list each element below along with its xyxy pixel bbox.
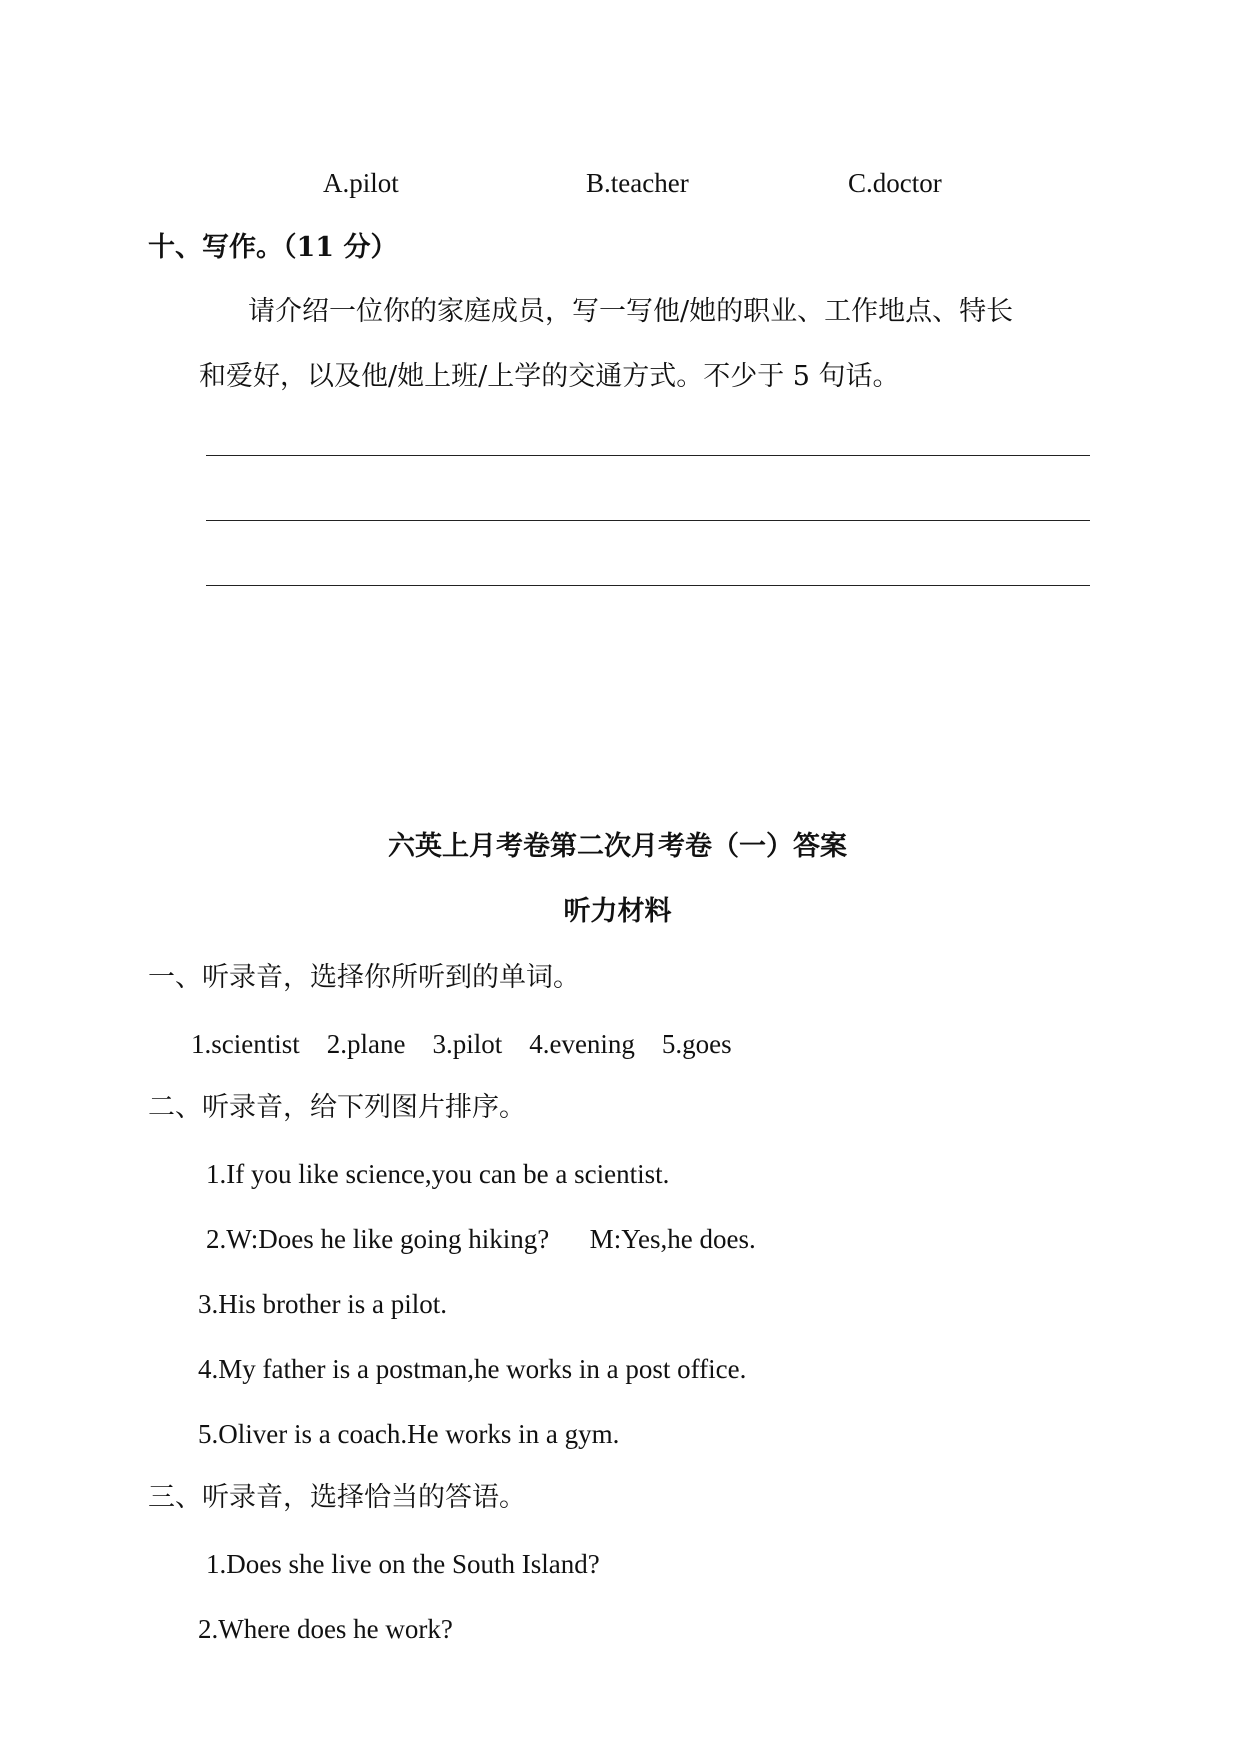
section2-heading: 二、听录音，给下列图片排序。 (148, 1092, 526, 1123)
section2-item-4: 4.My father is a postman,he works in a post office. (198, 1354, 747, 1384)
section3-item-2: 2.Where does he work? (198, 1614, 453, 1644)
section1-heading: 一、听录音，选择你所听到的单词。 (148, 962, 580, 993)
answer-subtitle: 听力材料 (563, 896, 672, 927)
writing-heading: 十、写作。（11 分） (148, 232, 398, 263)
writing-instruction-line1: 请介绍一位你的家庭成员，写一写他/她的职业、工作地点、特长 (248, 296, 1014, 327)
option-c: C.doctor (848, 168, 942, 198)
option-a: A.pilot (323, 168, 399, 198)
answer-title: 六英上月考卷第二次月考卷（一）答案 (388, 831, 847, 862)
answer-line-2[interactable] (206, 520, 1090, 521)
writing-instruction-line2: 和爱好，以及他/她上班/上学的交通方式。不少于 5 句话。 (199, 361, 900, 392)
section3-item-1: 1.Does she live on the South Island? (206, 1549, 600, 1579)
section2-item-5: 5.Oliver is a coach.He works in a gym. (198, 1419, 620, 1449)
section2-item-3: 3.His brother is a pilot. (198, 1289, 447, 1319)
section1-words: 1.scientist 2.plane 3.pilot 4.evening 5.goes (191, 1029, 732, 1059)
answer-line-1[interactable] (206, 455, 1090, 456)
answer-line-3[interactable] (206, 585, 1090, 586)
option-b: B.teacher (586, 168, 689, 198)
section2-item-1: 1.If you like science,you can be a scientist. (206, 1159, 670, 1189)
section3-heading: 三、听录音，选择恰当的答语。 (148, 1482, 526, 1513)
section2-item-2: 2.W:Does he like going hiking? M:Yes,he does. (206, 1224, 756, 1254)
